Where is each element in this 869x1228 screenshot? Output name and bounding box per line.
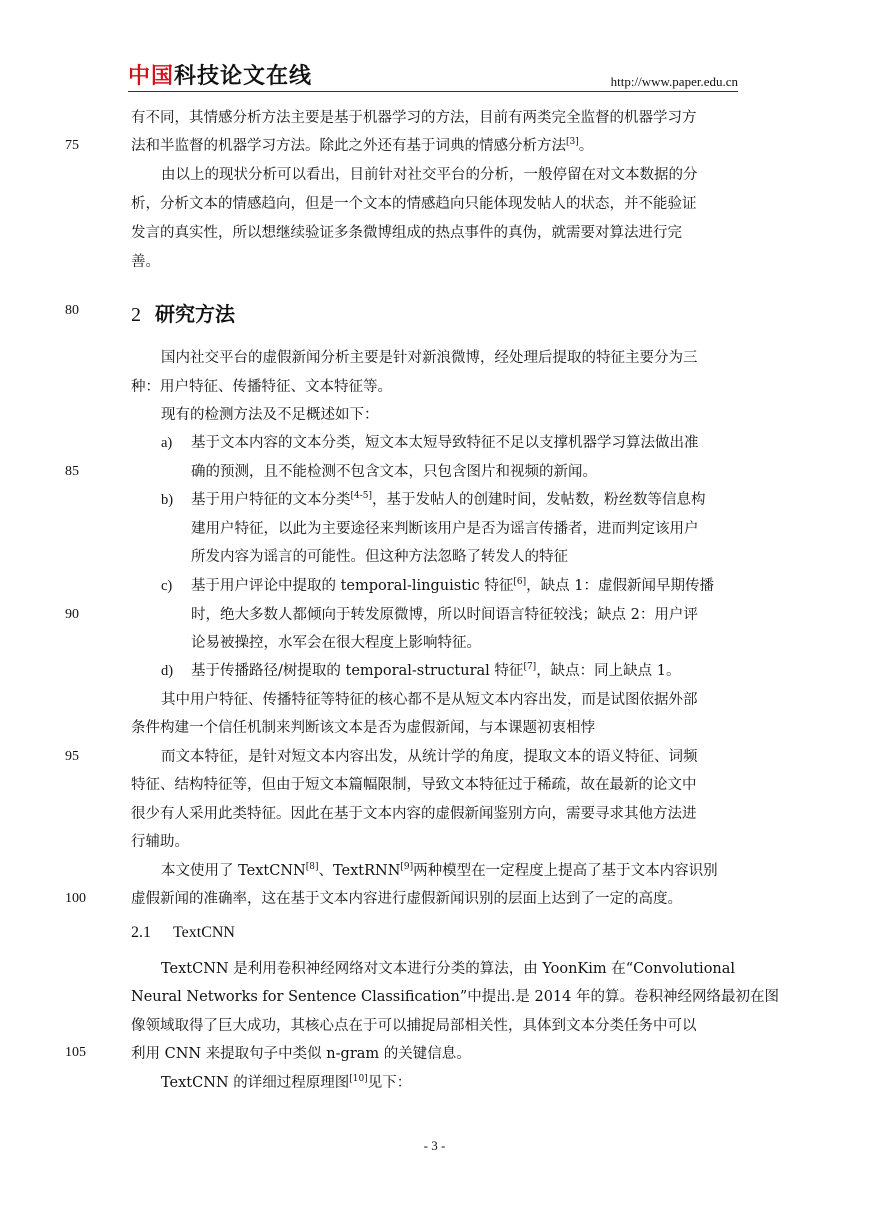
citation-ref[interactable]: [9]: [400, 862, 414, 873]
paragraph-line: 虚假新闻的准确率，这在基于文本内容进行虚假新闻识别的层面上达到了一定的高度。: [131, 891, 682, 907]
list-item: a) 基于文本内容的文本分类，短文本太短导致特征不足以支撑机器学习算法做出准: [161, 431, 699, 455]
paragraph-line: TextCNN 是利用卷积神经网络对文本进行分类的算法，由 YoonKim 在“Convolutional: [161, 961, 736, 977]
list-item-continuation: 确的预测，且不能检测不包含文本，只包含图片和视频的新闻。: [191, 464, 597, 480]
line-number: 95: [65, 749, 79, 764]
citation-ref[interactable]: [7]: [523, 662, 537, 673]
paragraph-line: 行辅助。: [131, 834, 189, 850]
list-marker: a): [161, 435, 173, 451]
logo-black-part: 科技论文在线: [174, 64, 313, 89]
paragraph-line: 其中用户特征、传播特征等特征的核心都不是从短文本内容出发，而是试图依据外部: [161, 692, 698, 708]
list-marker: d): [161, 663, 174, 679]
citation-ref[interactable]: [6]: [513, 577, 527, 588]
page-number: - 3 -: [423, 1138, 446, 1153]
journal-logo: [128, 64, 312, 90]
paragraph-line: 现有的检测方法及不足概述如下：: [161, 407, 379, 423]
citation-ref[interactable]: [8]: [305, 862, 319, 873]
line-number: 105: [65, 1045, 86, 1060]
paragraph-line: 国内社交平台的虚假新闻分析主要是针对新浪微博，经处理后提取的特征主要分为三: [161, 350, 698, 366]
paragraph-line: 条件构建一个信任机制来判断该文本是否为虚假新闻，与本课题初衷相悖: [131, 720, 595, 736]
line-number: 75: [65, 138, 79, 153]
citation-ref[interactable]: [10]: [349, 1074, 368, 1085]
paragraph-line: 由以上的现状分析可以看出，目前针对社交平台的分析，一般停留在对文本数据的分: [161, 167, 698, 183]
paragraph-line: 本文使用了 TextCNN[8]、TextRNN[9]两种模型在一定程度上提高了基于文本内容识别: [161, 862, 718, 879]
paragraph-line: 特征、结构特征等，但由于短文本篇幅限制，导致文本特征过于稀疏，故在最新的论文中: [131, 777, 697, 793]
logo-red-part: 中国: [128, 64, 175, 89]
section-heading: 2 研究方法: [131, 302, 235, 326]
line-number: 90: [65, 607, 79, 622]
paragraph-line: 法和半监督的机器学习方法。除此之外还有基于词典的情感分析方法[3]。: [131, 137, 594, 154]
paragraph-line: 像领域取得了巨大成功，其核心点在于可以捕捉局部相关性，具体到文本分类任务中可以: [131, 1018, 697, 1034]
paragraph-line: 很少有人采用此类特征。因此在基于文本内容的虚假新闻鉴别方向，需要寻求其他方法进: [131, 806, 697, 822]
paragraph-line: 有不同，其情感分析方法主要是基于机器学习的方法，目前有两类完全监督的机器学习方: [131, 110, 697, 126]
list-marker: c): [161, 578, 173, 594]
citation-ref[interactable]: [4-5]: [350, 491, 373, 502]
paragraph-line: 发言的真实性，所以想继续验证多条微博组成的热点事件的真伪，就需要对算法进行完: [131, 225, 682, 241]
line-number: 80: [65, 303, 79, 318]
list-item-continuation: 所发内容为谣言的可能性。但这种方法忽略了转发人的特征: [191, 549, 568, 565]
paragraph-line: 利用 CNN 来提取句子中类似 n-gram 的关键信息。: [131, 1046, 471, 1062]
list-item: b) 基于用户特征的文本分类[4-5]，基于发帖人的创建时间，发帖数，粉丝数等信息构: [161, 488, 706, 512]
paragraph-line: TextCNN 的详细过程原理图[10]见下：: [161, 1074, 412, 1091]
header-rule: [128, 91, 738, 92]
paragraph-line: Neural Networks for Sentence Classification”中提出.是 2014 年的算。卷积神经网络最初在图: [131, 989, 779, 1005]
paragraph-line: 善。: [131, 254, 160, 270]
header-url[interactable]: http://www.paper.edu.cn: [610, 74, 738, 89]
subsection-heading: 2.1 TextCNN: [131, 924, 235, 941]
paragraph-line: 种：用户特征、传播特征、文本特征等。: [131, 379, 392, 395]
list-marker: b): [161, 492, 174, 508]
list-item-continuation: 时，绝大多数人都倾向于转发原微博，所以时间语言特征较浅；缺点 2：用户评: [191, 607, 698, 623]
citation-ref[interactable]: [3]: [566, 137, 579, 148]
line-number: 100: [65, 891, 86, 906]
list-item: d) 基于传播路径/树提取的 temporal-structural 特征[7]，缺点：同上缺点 1。: [161, 659, 681, 683]
line-number: 85: [65, 464, 79, 479]
list-item: c) 基于用户评论中提取的 temporal-linguistic 特征[6]，缺点 1：虚假新闻早期传播: [161, 574, 714, 598]
paragraph-line: 析，分析文本的情感趋向，但是一个文本的情感趋向只能体现发帖人的状态，并不能验证: [131, 196, 697, 212]
list-item-continuation: 论易被操控，水军会在很大程度上影响特征。: [191, 635, 481, 651]
paragraph-line: 而文本特征，是针对短文本内容出发，从统计学的角度，提取文本的语义特征、词频: [161, 749, 698, 765]
list-item-continuation: 建用户特征，以此为主要途径来判断该用户是否为谣言传播者，进而判定该用户: [191, 521, 699, 537]
